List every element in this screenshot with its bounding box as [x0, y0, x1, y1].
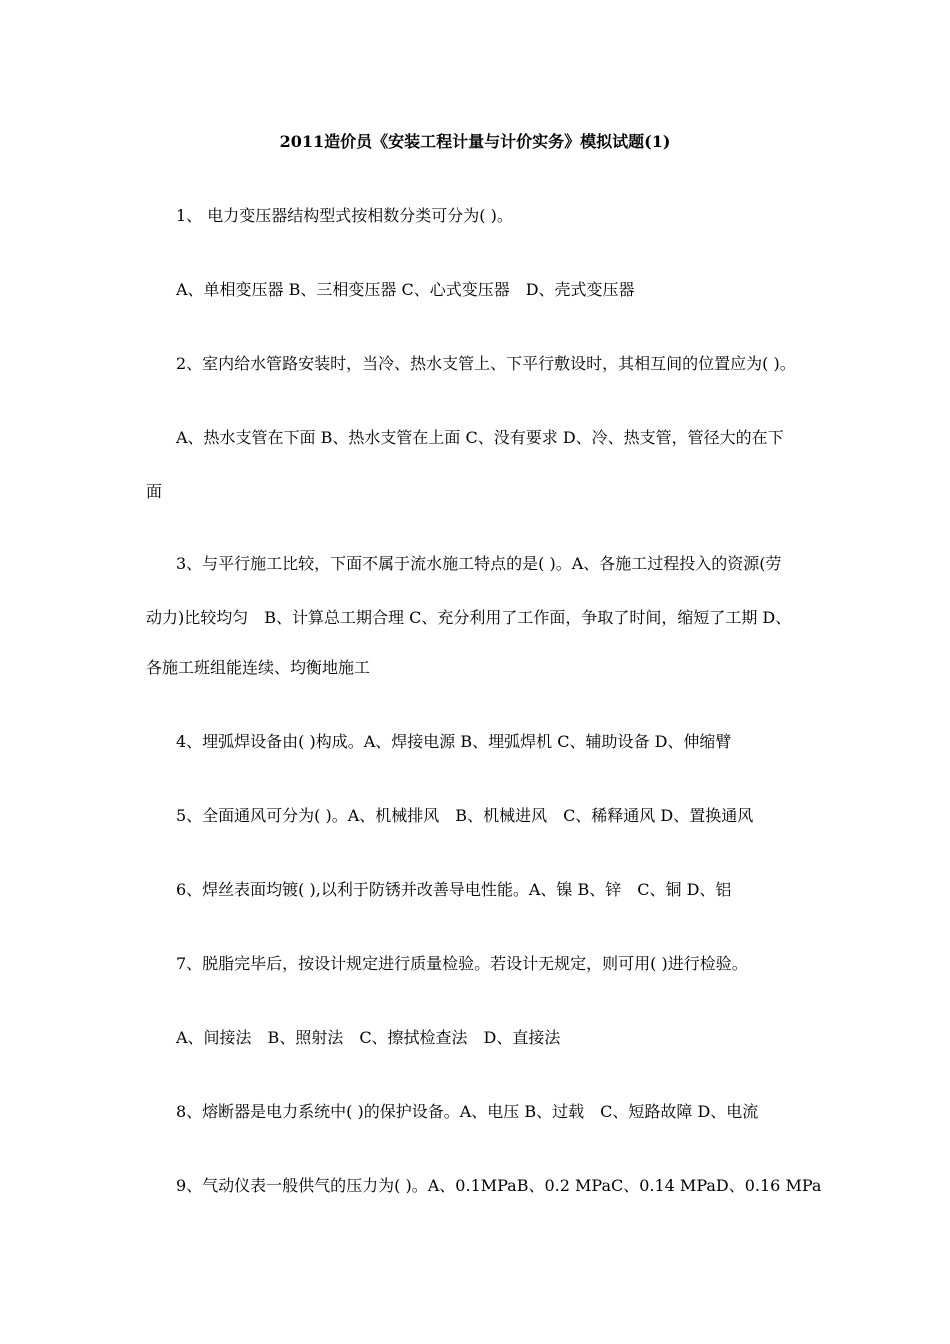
question-8-text: 8、熔断器是电力系统中( )的保护设备。A、电压 B、过载 C、短路故障 D、电流	[176, 1102, 759, 1121]
question-2-text: 2、室内给水管路安装时，当冷、热水支管上、下平行敷设时，其相互间的位置应为( )。	[176, 354, 796, 373]
question-4-text: 4、埋弧焊设备由( )构成。A、焊接电源 B、埋弧焊机 C、辅助设备 D、伸缩臂	[176, 732, 732, 751]
question-1-options: A、单相变压器 B、三相变压器 C、心式变压器 D、壳式变压器	[176, 280, 635, 299]
question-3-text: 3、与平行施工比较，下面不属于流水施工特点的是( )。A、各施工过程投入的资源(劳	[176, 554, 782, 573]
question-6-text: 6、焊丝表面均镀( ),以利于防锈并改善导电性能。A、镍 B、锌 C、铜 D、铝	[176, 880, 732, 899]
document-title: 2011造价员《安装工程计量与计价实务》模拟试题(1)	[279, 132, 671, 151]
question-3-text-end: 各施工班组能连续、均衡地施工	[146, 658, 371, 677]
question-2-options-continued: 面	[146, 482, 163, 501]
question-1-text: 1、 电力变压器结构型式按相数分类可分为( )。	[176, 206, 513, 225]
question-5-text: 5、全面通风可分为( )。A、机械排风 B、机械进风 C、稀释通风 D、置换通风	[176, 806, 754, 825]
question-7-options: A、间接法 B、照射法 C、擦拭检查法 D、直接法	[176, 1028, 561, 1047]
question-9-text: 9、气动仪表一般供气的压力为( )。A、0.1MPaB、0.2 MPaC、0.14 MPaD、0.16 MPa	[176, 1176, 822, 1195]
question-2-options: A、热水支管在下面 B、热水支管在上面 C、没有要求 D、冷、热支管，管径大的在下	[176, 428, 784, 447]
question-3-text-continued: 动力)比较均匀 B、计算总工期合理 C、充分利用了工作面，争取了时间，缩短了工期 D、	[146, 608, 792, 627]
question-7-text: 7、脱脂完毕后，按设计规定进行质量检验。若设计无规定，则可用( )进行检验。	[176, 954, 748, 973]
